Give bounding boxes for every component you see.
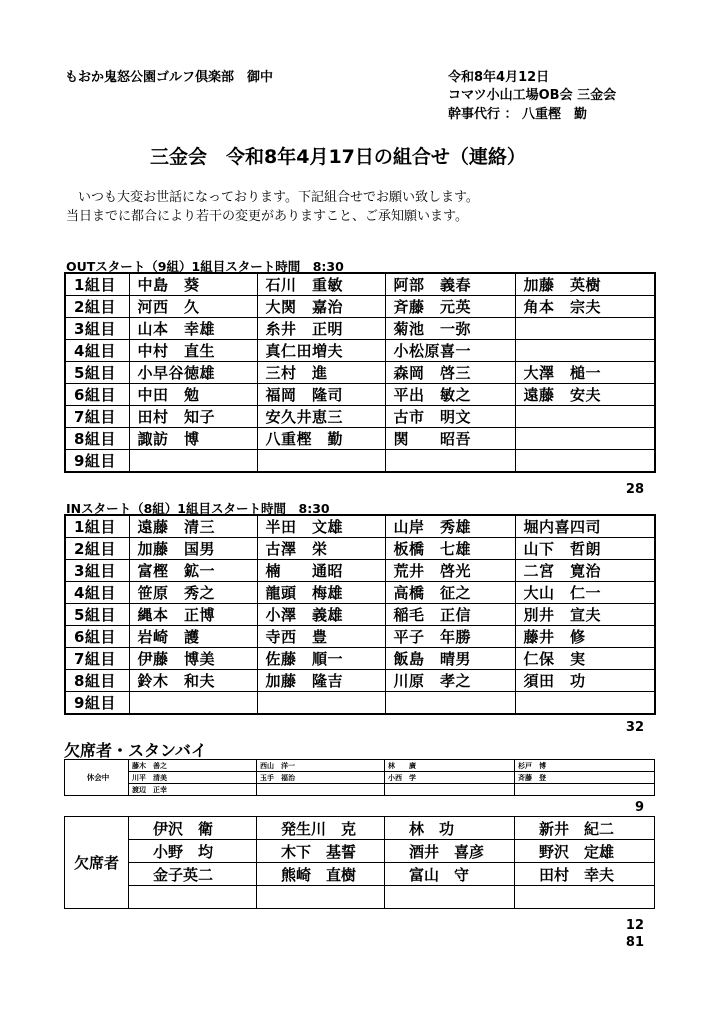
absent-name: 小野 均 (129, 840, 257, 863)
group-number: 8組目 (65, 670, 129, 692)
member-name (257, 784, 385, 796)
group-number: 9組目 (65, 692, 129, 715)
player-name: 半田 文雄 (257, 515, 385, 538)
player-name: 仁保 実 (515, 648, 655, 670)
table-row (65, 273, 655, 296)
standby-count: 9 (634, 800, 644, 815)
absent-name: 発生川 克 (257, 817, 385, 840)
out-player-count: 28 (625, 482, 644, 497)
player-name: 寺西 豊 (257, 626, 385, 648)
table-row (65, 450, 655, 473)
player-name: 河西 久 (129, 296, 257, 318)
member-name: 杉戸 博 (515, 760, 655, 772)
player-name: 佐藤 順一 (257, 648, 385, 670)
table-row (65, 863, 655, 886)
page-title: 三金会 令和8年4月17日の組合せ（連絡） (150, 146, 526, 168)
player-name: 諏訪 博 (129, 428, 257, 450)
player-name (129, 450, 257, 473)
player-name: 岩崎 護 (129, 626, 257, 648)
player-name: 斉藤 元英 (385, 296, 515, 318)
player-name (515, 692, 655, 715)
absent-name: 野沢 定雄 (515, 840, 655, 863)
player-name (385, 450, 515, 473)
group-number: 2組目 (65, 538, 129, 560)
player-name: 大山 仁一 (515, 582, 655, 604)
player-name (515, 406, 655, 428)
table-row (65, 515, 655, 538)
member-name: 渡辺 正幸 (129, 784, 257, 796)
absent-name: 富山 守 (385, 863, 515, 886)
group-number: 6組目 (65, 384, 129, 406)
player-name: 中村 直生 (129, 340, 257, 362)
absent-name: 木下 基誓 (257, 840, 385, 863)
standby-heading: 欠席者・スタンバイ (64, 741, 207, 760)
player-name: 田村 知子 (129, 406, 257, 428)
player-name: 山岸 秀雄 (385, 515, 515, 538)
table-row (65, 760, 655, 772)
grand-total: 81 (625, 935, 644, 950)
player-name: 古澤 栄 (257, 538, 385, 560)
player-name: 飯島 晴男 (385, 648, 515, 670)
player-name: 加藤 英樹 (515, 273, 655, 296)
player-name: 小澤 義雄 (257, 604, 385, 626)
player-name: 高橋 征之 (385, 582, 515, 604)
member-name (515, 784, 655, 796)
player-name: 関 昭吾 (385, 428, 515, 450)
player-name: 八重樫 勤 (257, 428, 385, 450)
issue-date: 令和8年4月12日 (448, 70, 550, 85)
group-number: 5組目 (65, 362, 129, 384)
player-name: 古市 明文 (385, 406, 515, 428)
group-number: 7組目 (65, 648, 129, 670)
player-name: 大関 嘉治 (257, 296, 385, 318)
player-name: 森岡 啓三 (385, 362, 515, 384)
group-number: 3組目 (65, 560, 129, 582)
player-name: 阿部 義春 (385, 273, 515, 296)
player-name: 板橋 七雄 (385, 538, 515, 560)
player-name: 堀内喜四司 (515, 515, 655, 538)
table-row (65, 772, 655, 784)
table-row (65, 582, 655, 604)
player-name (129, 692, 257, 715)
table-row (65, 604, 655, 626)
absent-name: 新井 紀二 (515, 817, 655, 840)
table-row (65, 318, 655, 340)
player-name: 遠藤 清三 (129, 515, 257, 538)
player-name: 川原 孝之 (385, 670, 515, 692)
intro-line-2: 当日までに都合により若干の変更がありますこと、ご承知願います。 (66, 209, 468, 224)
table-row (65, 692, 655, 715)
table-row (65, 670, 655, 692)
absent-name (515, 886, 655, 909)
group-number: 5組目 (65, 604, 129, 626)
suspended-label: 休会中 (65, 760, 129, 796)
table-row (65, 538, 655, 560)
player-name: 鈴木 和夫 (129, 670, 257, 692)
member-name: 斉藤 登 (515, 772, 655, 784)
player-name (515, 318, 655, 340)
player-name: 山下 哲朗 (515, 538, 655, 560)
player-name: 大澤 槌一 (515, 362, 655, 384)
player-name: 荒井 啓光 (385, 560, 515, 582)
group-number: 1組目 (65, 515, 129, 538)
player-name: 中島 葵 (129, 273, 257, 296)
group-number: 6組目 (65, 626, 129, 648)
player-name (515, 428, 655, 450)
group-number: 4組目 (65, 340, 129, 362)
table-row (65, 784, 655, 796)
player-name: 中田 勉 (129, 384, 257, 406)
table-row (65, 296, 655, 318)
absent-name (257, 886, 385, 909)
player-name: 龍頭 梅雄 (257, 582, 385, 604)
absent-name: 伊沢 衛 (129, 817, 257, 840)
in-pairings-table (64, 514, 656, 715)
in-start-heading: INスタート（8組）1組目スタート時間 8:30 (66, 501, 330, 516)
player-name: 糸井 正明 (257, 318, 385, 340)
absent-name: 田村 幸夫 (515, 863, 655, 886)
table-row (65, 886, 655, 909)
group-number: 7組目 (65, 406, 129, 428)
group-number: 2組目 (65, 296, 129, 318)
absent-table (64, 816, 655, 909)
player-name (257, 450, 385, 473)
table-row (65, 817, 655, 840)
group-number: 1組目 (65, 273, 129, 296)
member-name: 小西 学 (385, 772, 515, 784)
player-name: 角本 宗夫 (515, 296, 655, 318)
table-row (65, 648, 655, 670)
player-name: 須田 功 (515, 670, 655, 692)
out-pairings-table (64, 272, 656, 473)
player-name: 伊藤 博美 (129, 648, 257, 670)
player-name: 稲毛 正信 (385, 604, 515, 626)
table-row (65, 406, 655, 428)
member-name: 西山 洋一 (257, 760, 385, 772)
absent-name (385, 886, 515, 909)
sender-name: 幹事代行 ： 八重樫 勤 (448, 107, 588, 122)
player-name (385, 692, 515, 715)
player-name: 福岡 隆司 (257, 384, 385, 406)
absent-name: 金子英二 (129, 863, 257, 886)
player-name: 平出 敏之 (385, 384, 515, 406)
player-name: 加藤 隆吉 (257, 670, 385, 692)
out-start-heading: OUTスタート（9組）1組目スタート時間 8:30 (66, 259, 344, 274)
table-row (65, 626, 655, 648)
player-name: 二宮 寛治 (515, 560, 655, 582)
player-name: 加藤 国男 (129, 538, 257, 560)
player-name: 山本 幸雄 (129, 318, 257, 340)
absent-name: 酒井 喜彦 (385, 840, 515, 863)
player-name: 平子 年勝 (385, 626, 515, 648)
player-name (515, 340, 655, 362)
player-name: 小松原喜一 (385, 340, 515, 362)
table-row (65, 428, 655, 450)
group-number: 9組目 (65, 450, 129, 473)
player-name: 真仁田増夫 (257, 340, 385, 362)
player-name: 石川 重敏 (257, 273, 385, 296)
absent-count: 12 (625, 918, 644, 933)
player-name (257, 692, 385, 715)
sender-organization: コマツ小山工場OB会 三金会 (448, 88, 617, 103)
intro-line-1: いつも大変お世話になっております。下記組合せでお願い致します。 (78, 190, 479, 205)
table-row (65, 362, 655, 384)
absent-name: 熊崎 直樹 (257, 863, 385, 886)
addressee: もおか鬼怒公園ゴルフ倶楽部 御中 (65, 70, 274, 85)
player-name: 別井 宣夫 (515, 604, 655, 626)
player-name (515, 450, 655, 473)
player-name: 三村 進 (257, 362, 385, 384)
in-player-count: 32 (625, 720, 644, 735)
member-name: 川平 清美 (129, 772, 257, 784)
table-row (65, 340, 655, 362)
player-name: 藤井 修 (515, 626, 655, 648)
player-name: 縄本 正博 (129, 604, 257, 626)
group-number: 3組目 (65, 318, 129, 340)
player-name: 遠藤 安夫 (515, 384, 655, 406)
member-name: 藤木 善之 (129, 760, 257, 772)
member-name (385, 784, 515, 796)
absent-name: 林 功 (385, 817, 515, 840)
absent-label: 欠席者 (65, 817, 129, 909)
player-name: 富樫 鉱一 (129, 560, 257, 582)
group-number: 8組目 (65, 428, 129, 450)
standby-table (64, 759, 655, 796)
table-row (65, 384, 655, 406)
player-name: 楠 通昭 (257, 560, 385, 582)
member-name: 林 廣 (385, 760, 515, 772)
player-name: 菊池 一弥 (385, 318, 515, 340)
player-name: 小早谷徳雄 (129, 362, 257, 384)
absent-name (129, 886, 257, 909)
table-row (65, 560, 655, 582)
player-name: 安久井恵三 (257, 406, 385, 428)
table-row (65, 840, 655, 863)
group-number: 4組目 (65, 582, 129, 604)
member-name: 玉手 福治 (257, 772, 385, 784)
player-name: 笹原 秀之 (129, 582, 257, 604)
